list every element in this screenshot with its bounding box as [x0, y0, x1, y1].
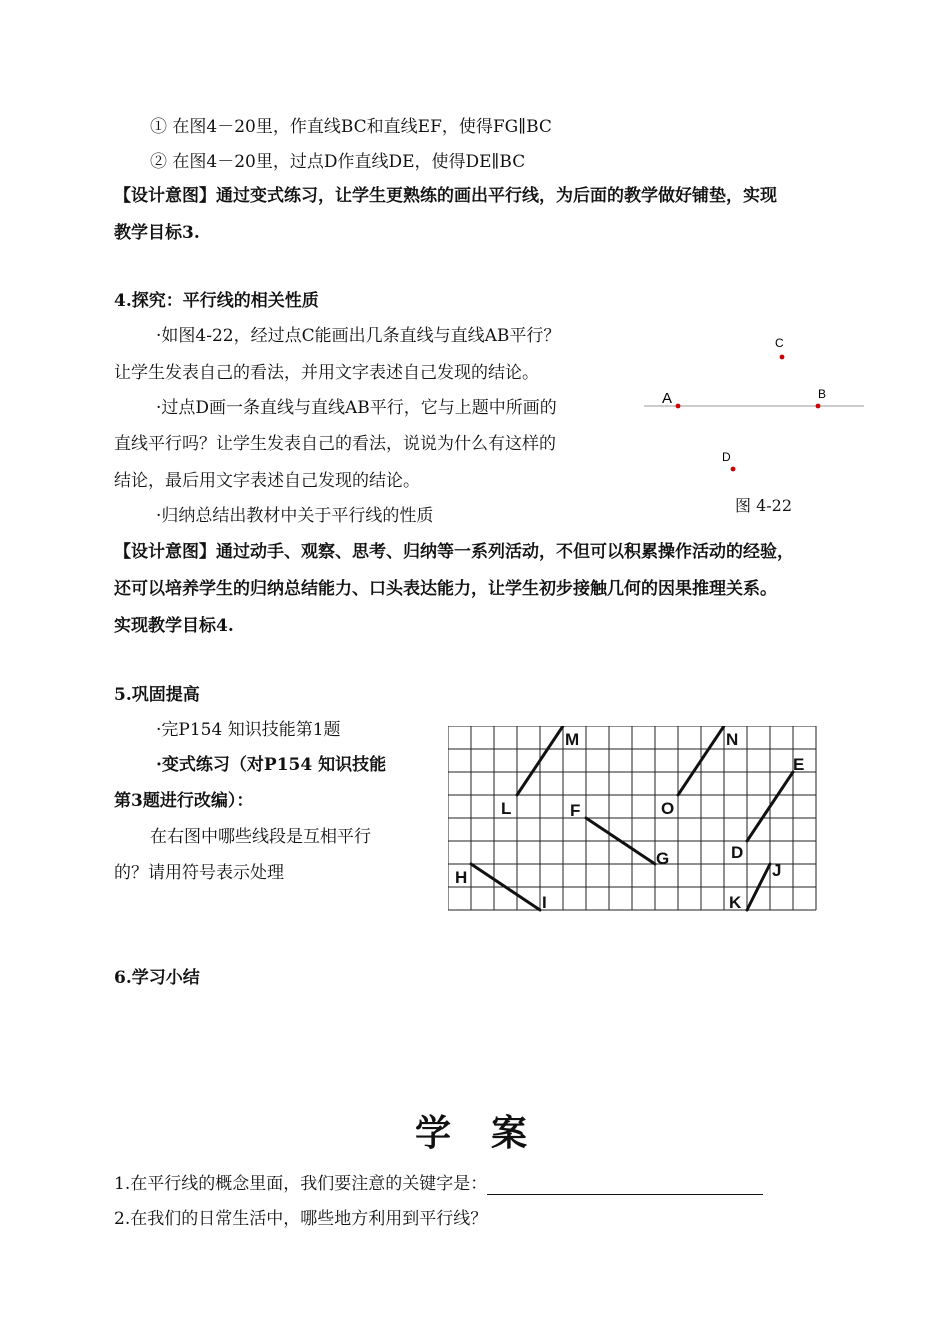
label-b: B	[818, 387, 827, 401]
label-h: H	[455, 868, 468, 887]
label-f: F	[570, 801, 581, 820]
section4-line: 结论，最后用文字表述自己发现的结论。	[114, 471, 420, 491]
label-c: C	[775, 336, 784, 350]
section4-heading: 4.探究：平行线的相关性质	[114, 291, 319, 311]
item-2: ② 在图4－20里，过点D作直线DE，使得DE∥BC	[150, 152, 526, 172]
section4-line: ·过点D画一条直线与直线AB平行，它与上题中所画的	[156, 398, 557, 418]
design-intent-2-line2: 还可以培养学生的归纳总结能力、口头表达能力，让学生初步接触几何的因果推理关系。	[114, 579, 777, 599]
grid-figure	[448, 726, 818, 914]
label-l: L	[501, 799, 512, 818]
design-intent-2-line1: 【设计意图】通过动手、观察、思考、归纳等一系列活动，不但可以积累操作活动的经验，	[114, 542, 794, 562]
section6-heading: 6.学习小结	[114, 968, 200, 988]
figure-caption: 图 4-22	[735, 496, 793, 515]
label-j: J	[772, 861, 782, 880]
figure-4-22	[640, 330, 870, 490]
answer-blank[interactable]	[487, 1176, 763, 1195]
design-intent-2-line3: 实现教学目标4.	[114, 616, 234, 636]
point-a	[676, 404, 681, 409]
label-o: O	[661, 799, 675, 818]
label-m: M	[565, 730, 580, 749]
section4-line: ·归纳总结出教材中关于平行线的性质	[156, 506, 434, 526]
section5-heading: 5.巩固提高	[114, 685, 200, 705]
study-plan-title: 学案	[415, 1112, 568, 1154]
label-d: D	[722, 450, 731, 464]
section5-text2: 的？请用符号表示处理	[114, 863, 284, 883]
section5-bullet2: ·变式练习（对P154 知识技能	[156, 755, 387, 775]
design-intent-1-line2: 教学目标3.	[114, 223, 200, 243]
section5-bullet1: ·完P154 知识技能第1题	[156, 720, 341, 740]
label-k: K	[729, 893, 742, 912]
study-plan-q2: 2.在我们的日常生活中，哪些地方利用到平行线？	[114, 1209, 488, 1229]
item-1: ① 在图4－20里，作直线BC和直线EF，使得FG∥BC	[150, 117, 552, 137]
label-a: A	[662, 390, 673, 407]
label-g: G	[656, 849, 670, 868]
label-e: E	[793, 755, 805, 774]
section4-line: ·如图4-22，经过点C能画出几条直线与直线AB平行？	[156, 326, 561, 346]
label-i: I	[542, 893, 547, 912]
point-c	[780, 355, 785, 360]
section5-text1: 在右图中哪些线段是互相平行	[150, 827, 371, 847]
section4-line: 让学生发表自己的看法，并用文字表述自己发现的结论。	[114, 363, 539, 383]
section4-line: 直线平行吗？让学生发表自己的看法，说说为什么有这样的	[114, 434, 556, 454]
point-b	[816, 404, 821, 409]
point-d	[731, 467, 736, 472]
study-plan-q1	[114, 1173, 763, 1195]
label-n: N	[726, 730, 739, 749]
q1-text: 1.在平行线的概念里面，我们要注意的关键字是：	[114, 1174, 488, 1194]
design-intent-1-line1: 【设计意图】通过变式练习，让学生更熟练的画出平行线，为后面的教学做好铺垫，实现	[114, 186, 777, 206]
section5-bullet2-cont: 第3题进行改编）：	[114, 791, 254, 811]
label-d: D	[731, 843, 744, 862]
